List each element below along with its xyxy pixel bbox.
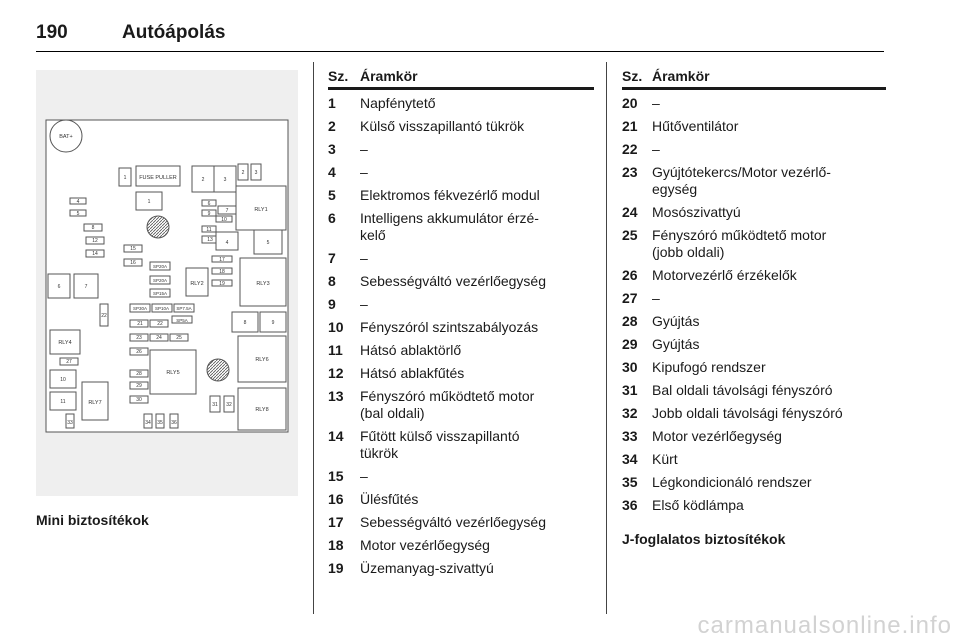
circuit-line: Gyújtás [652,336,700,352]
circuit-name [360,187,540,204]
fuse-number: 28 [622,313,638,329]
svg-text:17: 17 [219,257,225,263]
svg-text:11: 11 [206,227,212,233]
svg-text:2: 2 [241,170,245,176]
table-header [328,66,594,90]
svg-text:31: 31 [212,402,218,408]
table-row [622,285,886,308]
svg-text:6: 6 [207,201,211,207]
circuit-line: egység [652,181,698,197]
circuit-name [652,428,782,445]
circuit-line: Elektromos fékvezérlő modul [360,187,540,203]
svg-text:6: 6 [57,284,61,290]
svg-text:3: 3 [254,170,258,176]
diagram-caption: Mini biztosítékok [36,512,149,528]
svg-text:14: 14 [92,251,98,257]
table-row [328,509,594,532]
table-row [622,400,886,423]
svg-text:1: 1 [123,175,127,181]
circuit-name [652,451,678,468]
svg-text:7: 7 [84,284,88,290]
svg-text:1: 1 [147,199,151,205]
fuse-number: 12 [328,365,344,381]
table-row [328,245,594,268]
table-row [622,331,886,354]
circuit-line: Motorvezérlő érzékelők [652,267,797,283]
fuse-number: 13 [328,388,344,404]
table-row [622,423,886,446]
table-row [328,159,594,182]
circuit-name [652,474,812,491]
svg-text:25: 25 [176,335,182,341]
column-divider-left [313,62,314,614]
svg-text:30: 30 [136,397,142,403]
circuit-line: Sebességváltó vezérlőegység [360,273,547,289]
svg-text:SP15A: SP15A [152,291,168,296]
circuit-line: Fényszóró működtető motor [360,388,535,404]
fuse-number: 32 [622,405,638,421]
header-number: Sz. [328,68,349,84]
circuit-name [652,118,738,135]
svg-text:RLY4: RLY4 [58,340,72,346]
circuit-name [360,491,418,508]
svg-text:32: 32 [226,402,232,408]
svg-text:33: 33 [67,420,73,426]
svg-text:29: 29 [136,383,142,389]
fuse-number: 21 [622,118,638,134]
circuit-line: Fényszóró működtető motor [652,227,827,243]
table-row [622,199,886,222]
svg-text:RLY3: RLY3 [256,281,270,287]
circuit-line: Fényszóról szintszabályozás [360,319,539,335]
svg-text:RLY7: RLY7 [88,400,102,406]
fuse-number: 27 [622,290,638,306]
circuit-line: Kürt [652,451,678,467]
svg-text:34: 34 [145,420,151,426]
table-row [328,360,594,383]
circuit-line: – [360,164,368,180]
circuit-name [360,365,464,382]
fuse-table-2 [622,66,886,515]
svg-text:BAT+: BAT+ [59,134,73,140]
svg-text:RLY1: RLY1 [254,207,268,213]
circuit-line: Külső visszapillantó tükrök [360,118,525,134]
circuit-line: kelő [360,227,386,243]
circuit-line: Intelligens akkumulátor érzé- [360,210,539,226]
svg-text:9: 9 [207,211,211,217]
circuit-line: – [652,290,660,306]
circuit-name [652,267,797,284]
svg-text:RLY6: RLY6 [255,357,269,363]
svg-text:4: 4 [225,240,229,246]
circuit-line: – [360,250,368,266]
svg-text:5: 5 [266,240,270,246]
fuse-number: 3 [328,141,336,157]
circuit-name [652,164,831,198]
fuse-number: 6 [328,210,336,226]
circuit-line: – [652,95,660,111]
svg-text:9: 9 [271,320,275,326]
watermark: carmanualsonline.info [697,612,952,639]
table-row [622,159,886,199]
circuit-line: (jobb oldali) [652,244,725,260]
circuit-line: Sebességváltó vezérlőegység [360,514,547,530]
circuit-name [652,405,843,422]
circuit-name [360,118,524,135]
table-row [622,446,886,469]
fuse-box-drawing [36,70,298,496]
fuse-number: 18 [328,537,344,553]
svg-text:SP20A: SP20A [152,264,168,269]
circuit-name [652,382,833,399]
circuit-name [652,497,744,514]
circuit-line: – [360,296,368,312]
circuit-line: Motor vezérlőegység [652,428,782,444]
svg-text:SP30A: SP30A [132,306,148,311]
circuit-line: Üzemanyag-szivattyú [360,560,494,576]
section-caption: J-foglalatos biztosítékok [622,531,786,547]
table-row [328,423,594,463]
fuse-number: 31 [622,382,638,398]
table-row [328,268,594,291]
circuit-line: Hátsó ablakfűtés [360,365,465,381]
table-row [328,383,594,423]
circuit-name [652,336,699,353]
svg-text:2: 2 [201,177,205,183]
svg-text:24: 24 [156,335,162,341]
circuit-line: Hátsó ablaktörlő [360,342,462,358]
svg-text:36: 36 [171,420,177,426]
table-row [622,222,886,262]
circuit-line: Mosószivattyú [652,204,741,220]
fuse-number: 36 [622,497,638,513]
circuit-name [360,273,546,290]
table-row [622,377,886,400]
circuit-name [360,95,436,112]
table-header [622,66,886,90]
circuit-name [360,560,494,577]
table-row [622,492,886,515]
svg-text:7: 7 [225,208,229,214]
circuit-name [652,290,660,307]
table-row [328,486,594,509]
svg-text:19: 19 [219,281,225,287]
fuse-number: 9 [328,296,336,312]
table-row [622,308,886,331]
circuit-line: Ülésfűtés [360,491,419,507]
svg-text:15: 15 [130,246,136,252]
circuit-name [360,342,461,359]
fuse-box-diagram [36,70,298,496]
circuit-name [360,210,539,244]
svg-text:RLY8: RLY8 [255,407,269,413]
circuit-name [360,428,520,462]
svg-text:10: 10 [60,377,66,383]
fuse-number: 35 [622,474,638,490]
circuit-name [652,227,826,261]
table-row [622,113,886,136]
circuit-name [360,164,368,181]
circuit-line: Hűtőventilátor [652,118,739,134]
circuit-name [652,359,766,376]
circuit-name [652,95,660,112]
fuse-number: 26 [622,267,638,283]
svg-text:SP7.5A: SP7.5A [176,306,192,311]
svg-text:21: 21 [137,321,143,327]
fuse-number: 16 [328,491,344,507]
circuit-line: – [360,141,368,157]
svg-text:22: 22 [101,313,107,319]
fuse-number: 2 [328,118,336,134]
header-number: Sz. [622,68,643,84]
table-row [328,205,594,245]
column-divider-right [606,62,607,614]
fuse-number: 10 [328,319,344,335]
table-row [328,463,594,486]
fuse-number: 24 [622,204,638,220]
fuse-number: 5 [328,187,336,203]
circuit-name [360,468,368,485]
svg-text:SP20A: SP20A [152,278,168,283]
fuse-number: 7 [328,250,336,266]
circuit-line: – [652,141,660,157]
fuse-number: 15 [328,468,344,484]
svg-text:8: 8 [91,225,95,231]
svg-text:23: 23 [136,335,142,341]
fuse-number: 20 [622,95,638,111]
svg-text:3: 3 [223,177,227,183]
circuit-name [652,141,660,158]
circuit-name [360,250,368,267]
circuit-name [360,388,534,422]
fuse-number: 34 [622,451,638,467]
fuse-number: 14 [328,428,344,444]
table-row [328,555,594,578]
table-row [622,354,886,377]
svg-text:RLY5: RLY5 [166,370,180,376]
svg-text:SP5A: SP5A [176,318,188,323]
svg-text:11: 11 [60,399,66,405]
table-row [328,136,594,159]
circuit-name [360,296,368,313]
fuse-table-1 [328,66,594,578]
circuit-name [652,313,699,330]
circuit-line: Gyújtás [652,313,700,329]
svg-text:8: 8 [243,320,247,326]
table-row [328,113,594,136]
table-row [328,337,594,360]
svg-text:FUSE PULLER: FUSE PULLER [139,175,177,181]
fuse-number: 8 [328,273,336,289]
circuit-line: Gyújtótekercs/Motor vezérlő- [652,164,831,180]
svg-text:22: 22 [157,321,163,327]
circuit-name [360,319,538,336]
svg-text:SP10A: SP10A [154,306,170,311]
rivet-bottom [207,359,229,381]
svg-text:4: 4 [76,199,80,205]
circuit-line: – [360,468,368,484]
table-row [328,182,594,205]
table-row [328,291,594,314]
svg-text:RLY2: RLY2 [190,281,204,287]
fuse-number: 30 [622,359,638,375]
circuit-line: Bal oldali távolsági fényszóró [652,382,833,398]
table-row [622,136,886,159]
fuse-number: 4 [328,164,336,180]
circuit-name [360,514,546,531]
fuse-number: 1 [328,95,336,111]
circuit-name [360,141,368,158]
table-row [328,532,594,555]
page-number: 190 [36,22,68,43]
circuit-line: Fűtött külső visszapillantó [360,428,520,444]
circuit-line: Motor vezérlőegység [360,537,490,553]
table-row [328,314,594,337]
page-title: Autóápolás [122,22,226,43]
fuse-number: 23 [622,164,638,180]
page-header [36,22,884,52]
fuse-number: 33 [622,428,638,444]
svg-text:28: 28 [136,371,142,377]
fuse-number: 17 [328,514,344,530]
circuit-name [360,537,490,554]
circuit-line: Kipufogó rendszer [652,359,766,375]
circuit-line: (bal oldali) [360,405,425,421]
svg-text:26: 26 [136,349,142,355]
svg-text:18: 18 [219,269,225,275]
svg-text:16: 16 [130,260,136,266]
svg-text:27: 27 [66,359,72,365]
table-row [622,469,886,492]
svg-text:10: 10 [221,217,227,223]
table-row [622,90,886,113]
circuit-name [652,204,741,221]
circuit-line: Napfénytető [360,95,436,111]
svg-text:12: 12 [92,238,98,244]
circuit-line: Első ködlámpa [652,497,744,513]
header-circuit: Áramkör [360,68,418,84]
fuse-number: 22 [622,141,638,157]
table-row [328,90,594,113]
fuse-number: 29 [622,336,638,352]
circuit-line: Légkondicionáló rendszer [652,474,812,490]
svg-text:5: 5 [76,211,80,217]
circuit-line: Jobb oldali távolsági fényszóró [652,405,843,421]
table-row [622,262,886,285]
svg-text:13: 13 [207,237,213,243]
fuse-number: 19 [328,560,344,576]
fuse-number: 25 [622,227,638,243]
circuit-line: tükrök [360,445,399,461]
fuse-number: 11 [328,342,343,358]
svg-text:35: 35 [157,420,163,426]
header-circuit: Áramkör [652,68,710,84]
rivet-top [147,216,169,238]
